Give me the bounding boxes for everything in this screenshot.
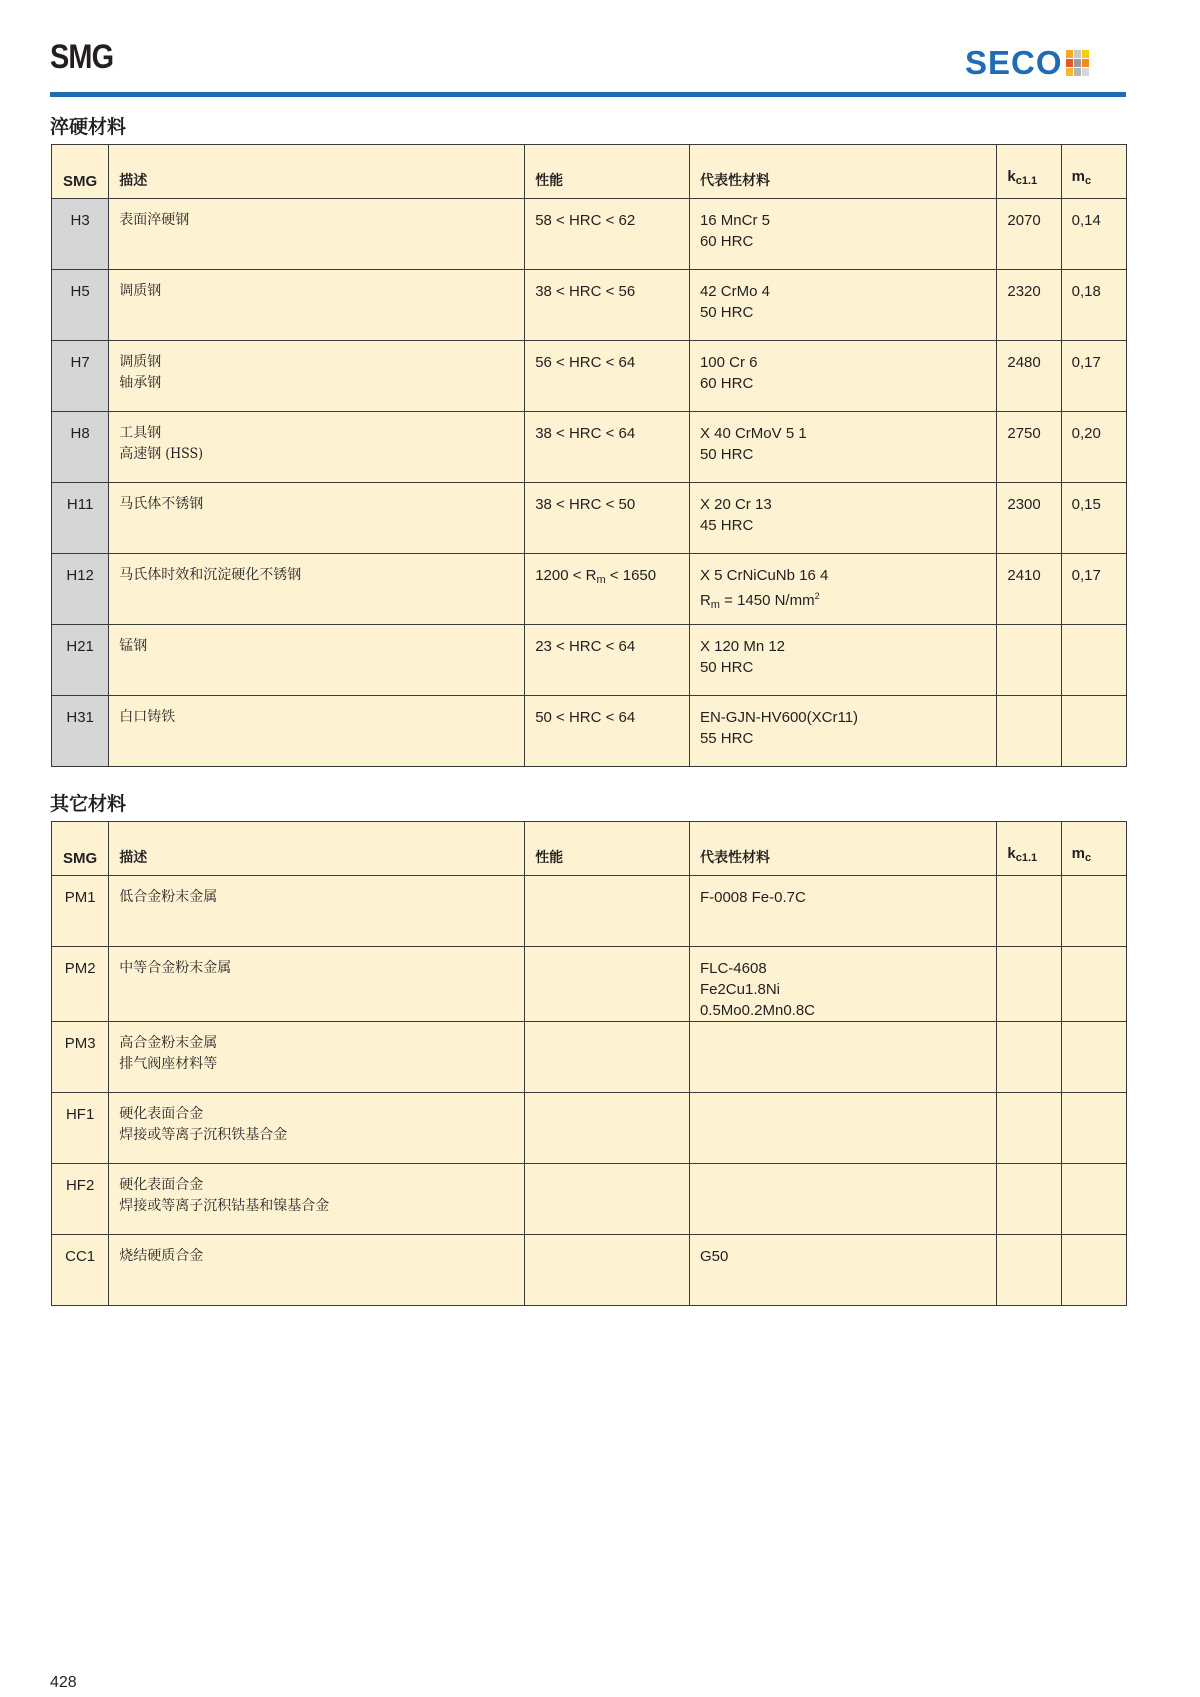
kc-value xyxy=(997,1164,1061,1235)
description-line: 表面淬硬钢 xyxy=(119,212,190,228)
description-cell xyxy=(109,554,525,625)
mc-value: 0,20 xyxy=(1061,412,1126,483)
description-line: 硬化表面合金 xyxy=(119,1106,204,1122)
representative-line: F-0008 Fe-0.7C xyxy=(699,889,806,906)
representative-line: 100 Cr 6 xyxy=(699,354,758,371)
representative-cell xyxy=(689,270,996,341)
representative-cell xyxy=(689,1235,996,1306)
description-cell xyxy=(109,1164,525,1235)
properties-line: 38 < HRC < 50 xyxy=(535,496,636,513)
table-row xyxy=(52,1093,1127,1164)
description-line: 焊接或等离子沉积铁基合金 xyxy=(119,1127,288,1143)
table-row xyxy=(52,341,1127,412)
properties-cell xyxy=(525,1093,690,1164)
table-header-row xyxy=(52,822,1127,876)
representative-line: 42 CrMo 4 xyxy=(699,283,770,300)
table-row xyxy=(52,412,1127,483)
mc-value: 0,17 xyxy=(1061,341,1126,412)
logo-mark-icon xyxy=(1066,50,1089,76)
table-row xyxy=(52,1235,1127,1306)
description-line: 轴承钢 xyxy=(119,375,162,391)
description-line: 锰钢 xyxy=(119,638,148,654)
description-cell xyxy=(109,483,525,554)
representative-line: 0.5Mo0.2Mn0.8C xyxy=(699,1002,816,1019)
col-header-kc: $k_{c1.1}$ xyxy=(997,145,1061,199)
smg-code: H3 xyxy=(52,199,109,270)
properties-cell xyxy=(525,1164,690,1235)
kc-value: 2750 xyxy=(997,412,1061,483)
representative-line: $R_m = 1450$ $N/mm^2$ xyxy=(699,591,820,611)
description-cell xyxy=(109,341,525,412)
representative-line: 60 HRC xyxy=(699,233,754,250)
page-number: 428 xyxy=(50,1674,77,1691)
representative-cell xyxy=(689,1164,996,1235)
mc-value xyxy=(1061,625,1126,696)
description-cell xyxy=(109,199,525,270)
kc-value xyxy=(997,1022,1061,1093)
mc-value xyxy=(1061,1164,1126,1235)
smg-code: H5 xyxy=(52,270,109,341)
kc-value xyxy=(997,1093,1061,1164)
col-header-smg: SMG xyxy=(52,822,109,876)
kc-value xyxy=(997,876,1061,947)
representative-line: 50 HRC xyxy=(699,446,754,463)
smg-code: PM3 xyxy=(52,1022,109,1093)
table-row xyxy=(52,625,1127,696)
properties-line: 58 < HRC < 62 xyxy=(535,212,636,229)
properties-cell xyxy=(525,1022,690,1093)
description-cell xyxy=(109,876,525,947)
properties-cell xyxy=(525,412,690,483)
col-header-kc: $k_{c1.1}$ xyxy=(997,822,1061,876)
description-line: 中等合金粉末金属 xyxy=(119,960,232,976)
representative-line: G50 xyxy=(699,1248,729,1265)
properties-cell xyxy=(525,199,690,270)
section-title-other: 其它材料 xyxy=(50,793,127,815)
kc-value: 2480 xyxy=(997,341,1061,412)
table-row xyxy=(52,554,1127,625)
properties-cell xyxy=(525,483,690,554)
representative-line: Fe2Cu1.8Ni xyxy=(699,981,780,998)
properties-line: 23 < HRC < 64 xyxy=(535,638,636,655)
properties-line: 38 < HRC < 64 xyxy=(535,425,636,442)
smg-code: H8 xyxy=(52,412,109,483)
description-line: 马氏体时效和沉淀硬化不锈钢 xyxy=(119,567,302,583)
kc-value xyxy=(997,625,1061,696)
description-line: 硬化表面合金 xyxy=(119,1177,204,1193)
table-row xyxy=(52,1164,1127,1235)
representative-line: 55 HRC xyxy=(699,730,754,747)
smg-code: HF1 xyxy=(52,1093,109,1164)
col-header-mc: $m_c$ xyxy=(1061,822,1126,876)
properties-cell xyxy=(525,947,690,1022)
representative-cell xyxy=(689,412,996,483)
properties-line: $1200 < R_m < 1650$ xyxy=(535,567,657,586)
properties-cell xyxy=(525,625,690,696)
col-header-representative: 代表性材料 xyxy=(689,145,996,199)
smg-code: H11 xyxy=(52,483,109,554)
table-row xyxy=(52,483,1127,554)
smg-code: HF2 xyxy=(52,1164,109,1235)
representative-cell xyxy=(689,483,996,554)
mc-value xyxy=(1061,876,1126,947)
mc-value: 0,14 xyxy=(1061,199,1126,270)
description-cell xyxy=(109,412,525,483)
col-header-representative: 代表性材料 xyxy=(689,822,996,876)
smg-code: H21 xyxy=(52,625,109,696)
col-header-mc: $m_c$ xyxy=(1061,145,1126,199)
kc-value xyxy=(997,696,1061,767)
table-row xyxy=(52,1022,1127,1093)
description-cell xyxy=(109,1022,525,1093)
properties-line: 56 < HRC < 64 xyxy=(535,354,636,371)
seco-logo xyxy=(965,44,1089,81)
kc-value xyxy=(997,1235,1061,1306)
properties-line: 38 < HRC < 56 xyxy=(535,283,636,300)
mc-value: 0,17 xyxy=(1061,554,1126,625)
col-header-description: 描述 xyxy=(109,145,525,199)
table-header-row xyxy=(52,145,1127,199)
representative-cell xyxy=(689,1093,996,1164)
description-line: 工具钢 xyxy=(119,425,162,441)
smg-code: PM1 xyxy=(52,876,109,947)
mc-value xyxy=(1061,947,1126,1022)
description-line: 高合金粉末金属 xyxy=(119,1035,218,1051)
smg-code: H7 xyxy=(52,341,109,412)
properties-cell xyxy=(525,1235,690,1306)
description-line: 白口铸铁 xyxy=(119,709,176,725)
representative-cell xyxy=(689,696,996,767)
representative-cell xyxy=(689,876,996,947)
representative-line: 50 HRC xyxy=(699,304,754,321)
properties-cell xyxy=(525,696,690,767)
representative-line: X 5 CrNiCuNb 16 4 xyxy=(699,567,829,584)
kc-value: 2410 xyxy=(997,554,1061,625)
description-cell xyxy=(109,1235,525,1306)
representative-line: X 120 Mn 12 xyxy=(699,638,786,655)
properties-line: 50 < HRC < 64 xyxy=(535,709,636,726)
representative-cell xyxy=(689,1022,996,1093)
representative-cell xyxy=(689,341,996,412)
section-title-hardened: 淬硬材料 xyxy=(50,116,127,138)
representative-line: 45 HRC xyxy=(699,517,754,534)
col-header-description: 描述 xyxy=(109,822,525,876)
representative-line: X 40 CrMoV 5 1 xyxy=(699,425,807,442)
description-line: 调质钢 xyxy=(119,354,162,370)
logo-text: SECO xyxy=(965,44,1063,81)
mc-value xyxy=(1061,1093,1126,1164)
mc-value: 0,18 xyxy=(1061,270,1126,341)
table-row xyxy=(52,199,1127,270)
col-header-properties: 性能 xyxy=(525,822,690,876)
table-row xyxy=(52,876,1127,947)
representative-cell xyxy=(689,625,996,696)
properties-cell xyxy=(525,876,690,947)
representative-cell xyxy=(689,947,996,1022)
kc-value: 2320 xyxy=(997,270,1061,341)
description-cell xyxy=(109,270,525,341)
description-line: 低合金粉末金属 xyxy=(119,889,218,905)
hardened-materials-table xyxy=(51,144,1127,767)
smg-code: PM2 xyxy=(52,947,109,1022)
mc-value xyxy=(1061,1022,1126,1093)
description-line: 高速钢 (HSS) xyxy=(119,446,204,462)
representative-line: FLC-4608 xyxy=(699,960,767,977)
mc-value: 0,15 xyxy=(1061,483,1126,554)
table-row xyxy=(52,947,1127,1022)
representative-line: 16 MnCr 5 xyxy=(699,212,770,229)
properties-cell xyxy=(525,270,690,341)
description-line: 排气阀座材料等 xyxy=(119,1056,218,1072)
kc-value xyxy=(997,947,1061,1022)
description-cell xyxy=(109,947,525,1022)
properties-cell xyxy=(525,554,690,625)
representative-line: 50 HRC xyxy=(699,659,754,676)
representative-line: 60 HRC xyxy=(699,375,754,392)
smg-code: CC1 xyxy=(52,1235,109,1306)
page-title: SMG xyxy=(50,38,114,76)
kc-value: 2070 xyxy=(997,199,1061,270)
smg-code: H12 xyxy=(52,554,109,625)
description-line: 烧结硬质合金 xyxy=(119,1248,204,1264)
col-header-smg: SMG xyxy=(52,145,109,199)
description-cell xyxy=(109,696,525,767)
representative-line: X 20 Cr 13 xyxy=(699,496,772,513)
representative-cell xyxy=(689,199,996,270)
properties-cell xyxy=(525,341,690,412)
other-materials-table xyxy=(51,821,1127,1306)
mc-value xyxy=(1061,1235,1126,1306)
header-rule xyxy=(50,92,1126,97)
table-row xyxy=(52,270,1127,341)
smg-code: H31 xyxy=(52,696,109,767)
mc-value xyxy=(1061,696,1126,767)
representative-cell xyxy=(689,554,996,625)
description-cell xyxy=(109,625,525,696)
description-cell xyxy=(109,1093,525,1164)
description-line: 焊接或等离子沉积钴基和镍基合金 xyxy=(119,1198,330,1214)
kc-value: 2300 xyxy=(997,483,1061,554)
description-line: 调质钢 xyxy=(119,283,162,299)
col-header-properties: 性能 xyxy=(525,145,690,199)
table-row xyxy=(52,696,1127,767)
representative-line: EN-GJN-HV600(XCr11) xyxy=(699,709,859,726)
description-line: 马氏体不锈钢 xyxy=(119,496,204,512)
